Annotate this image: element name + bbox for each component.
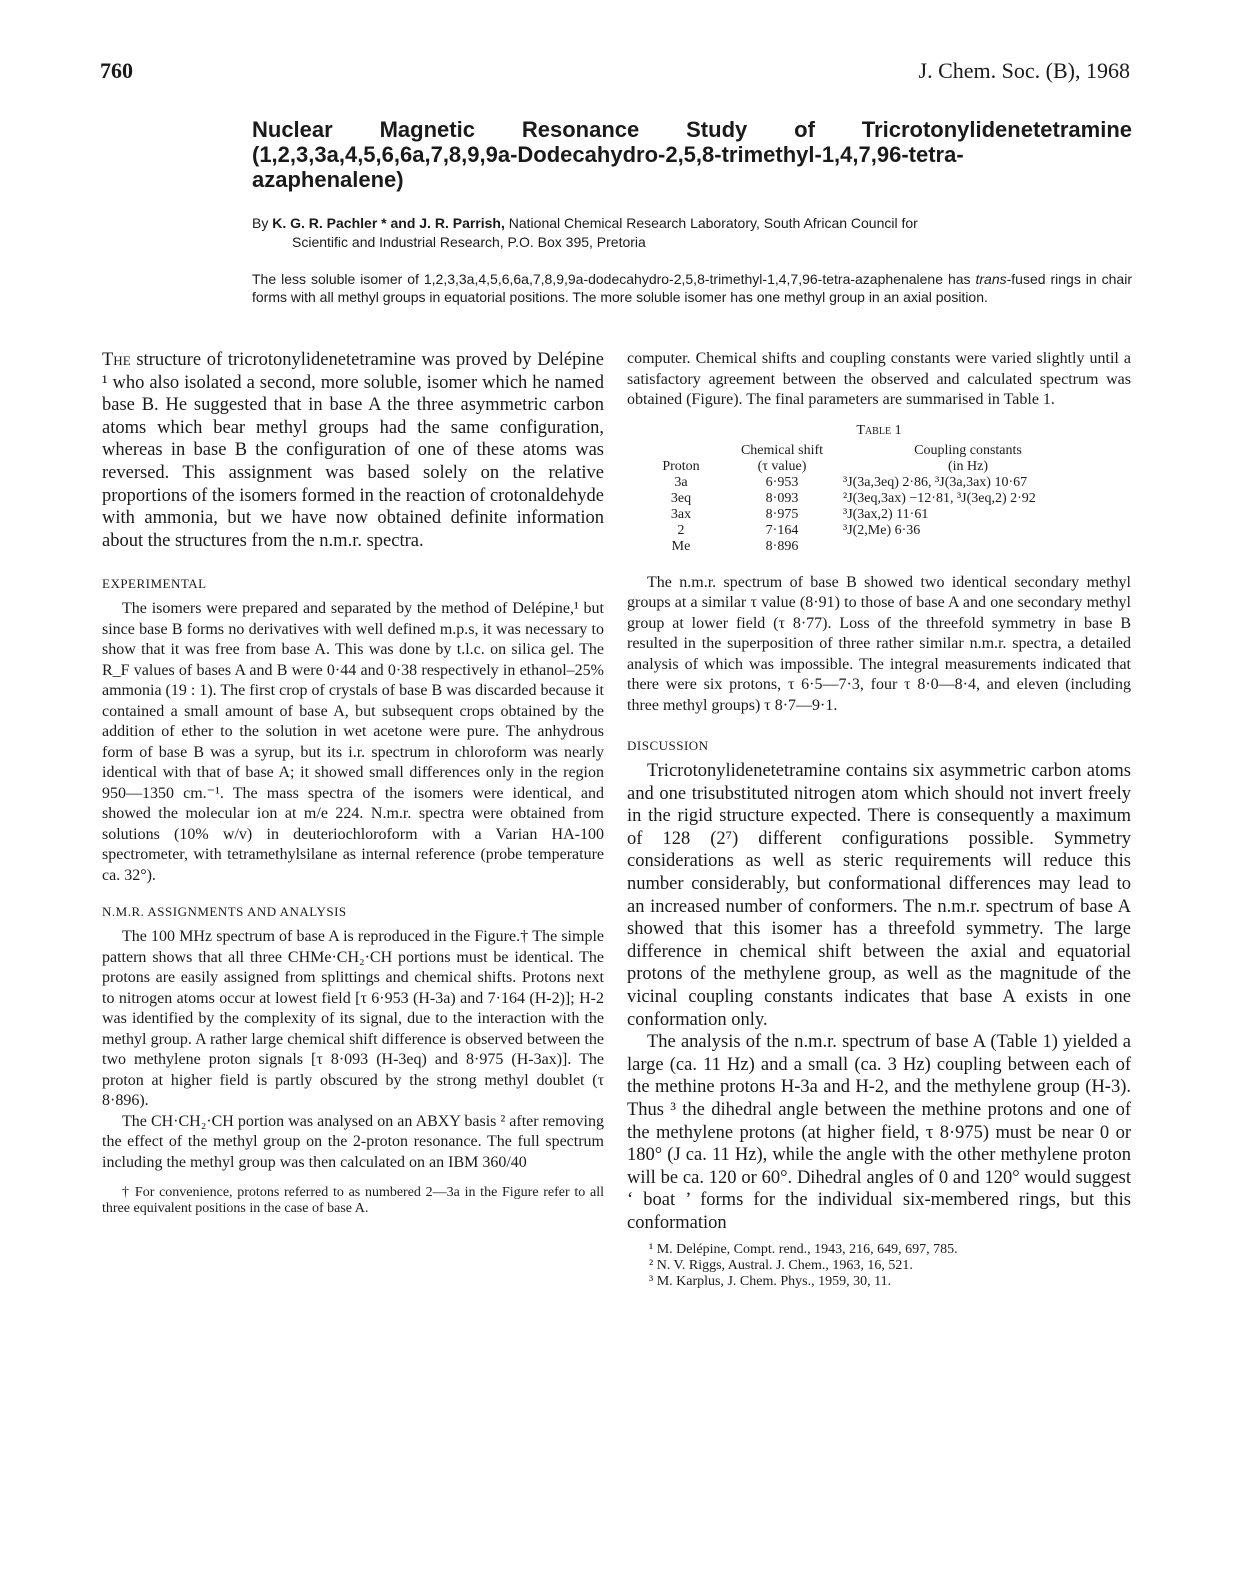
title-line-3: azaphenalene) bbox=[252, 167, 404, 192]
row-coupling: ³J(3ax,2) 11·61 bbox=[843, 506, 929, 522]
abstract-part-2: -fused rings in chair forms with all methyl groups in equatorial positions. The more soluble isomer has one methyl group in an axial position. bbox=[252, 271, 1132, 305]
row-coupling: ²J(3eq,3ax) −12·81, ³J(3eq,2) 2·92 bbox=[843, 490, 1036, 506]
affiliation-line-1: National Chemical Research Laboratory, South African Council for bbox=[508, 215, 918, 231]
journal-reference: J. Chem. Soc. (B), 1968 bbox=[918, 58, 1130, 83]
row-shift: 8·896 bbox=[765, 538, 799, 554]
nmr-paragraph-1: The 100 MHz spectrum of base A is reproduced in the Figure.† The simple pattern shows that all three CHMe·CH₂·CH portions must be identical. The protons are easily assigned from splittings and chemical shifts. Protons next to nitrogen atoms occur at lowest field [τ 6·953 (H-3a) and 7·164 (H-2)]; H-2 was identified by the complexity of its signal, due to the interaction with the methyl group. A rather large chemical shift difference is observed between the two methylene proton signals [τ 8·093 (H-3eq) and 8·975 (H-3ax)]. The proton at higher field is partly obscured by the strong methyl doublet (τ 8·896). bbox=[102, 928, 604, 1110]
intro-smallcaps: The bbox=[102, 350, 131, 370]
header-proton: Proton bbox=[662, 458, 700, 474]
right-column bbox=[627, 349, 1131, 1290]
article-title bbox=[252, 117, 1132, 192]
row-proton: 2 bbox=[677, 522, 685, 538]
discussion-paragraph-1: Tricrotonylidenetetramine contains six asymmetric carbon atoms and one trisubstituted nitrogen atom which should not invert freely in the rigid structure expected. There is consequently a maximum of 128 (2⁷) different configurations possible. Symmetry considerations as well as steric requirements will reduce this number considerably, but conformational differences may lead to an increased number of conformers. The n.m.r. spectrum of base A showed that this isomer has a threefold symmetry. The large difference in chemical shift between the axial and equatorial protons of the methylene group, as well as the magnitude of the vicinal coupling constants indicates that base A exists in one conformation only. bbox=[627, 761, 1131, 1030]
row-shift: 8·975 bbox=[765, 506, 799, 522]
base-b-paragraph: The n.m.r. spectrum of base B showed two identical secondary methyl groups at a similar τ value (8·91) to those of base A and one secondary methyl group at lower field (τ 8·77). Loss of the threefold symmetry in base B resulted in the superposition of three rather similar n.m.r. spectra, a detailed analysis of which was impossible. The integral measurements indicated that there were six protons, τ 6·5—7·3, four τ 8·0—8·4, and eleven (including three methyl groups) τ 8·7—9·1. bbox=[627, 573, 1131, 714]
table-row bbox=[641, 507, 1093, 523]
reference-1: ¹ M. Delépine, Compt. rend., 1943, 216, 649, 697, 785. bbox=[649, 1242, 958, 1258]
title-line-1: Nuclear Magnetic Resonance Study of Tricrotonylidenetetramine bbox=[252, 117, 1132, 142]
row-proton: 3ax bbox=[670, 506, 692, 522]
header-coupling-1: Coupling constants bbox=[914, 442, 1022, 458]
computer-paragraph: computer. Chemical shifts and coupling constants were varied slightly until a satisfactory agreement between the observed and calculated spectrum was obtained (Figure). The final parameters are summarised in Table 1. bbox=[627, 350, 1131, 408]
table-row bbox=[641, 539, 1093, 555]
nmr-paragraph-2: The CH·CH₂·CH portion was analysed on an ABXY basis ² after removing the effect of the methyl group on the 2-proton resonance. The full spectrum including the methyl group was then calculated on an IBM 360/40 bbox=[102, 1112, 604, 1171]
table-caption: Table 1 bbox=[856, 422, 902, 438]
nmr-heading: N.M.R. ASSIGNMENTS AND ANALYSIS bbox=[102, 904, 347, 920]
left-column bbox=[102, 349, 604, 1217]
reference-3: ³ M. Karplus, J. Chem. Phys., 1959, 30, 11. bbox=[649, 1274, 892, 1290]
row-coupling: ³J(3a,3eq) 2·86, ³J(3a,3ax) 10·67 bbox=[843, 474, 1028, 490]
title-line-2: (1,2,3,3a,4,5,6,6a,7,8,9,9a-Dodecahydro-2,5,8-trimethyl-1,4,7,96-tetra- bbox=[252, 142, 964, 167]
experimental-heading: EXPERIMENTAL bbox=[102, 576, 207, 592]
page-number: 760 bbox=[100, 58, 133, 83]
row-proton: 3a bbox=[674, 474, 688, 490]
by-label: By bbox=[252, 215, 269, 231]
reference-2: ² N. V. Riggs, Austral. J. Chem., 1963, 16, 521. bbox=[649, 1258, 913, 1274]
table-row bbox=[641, 523, 1093, 539]
row-shift: 7·164 bbox=[765, 522, 799, 538]
affiliation-line-2: Scientific and Industrial Research, P.O. Box 395, Pretoria bbox=[292, 234, 646, 250]
row-coupling: ³J(2,Me) 6·36 bbox=[843, 522, 921, 538]
table-row bbox=[641, 491, 1093, 507]
row-proton: 3eq bbox=[670, 490, 692, 506]
row-coupling bbox=[843, 539, 1093, 555]
abstract-part-1: The less soluble isomer of 1,2,3,3a,4,5,6,6a,7,8,9,9a-dodecahydro-2,5,8-trimethyl-1,4,7,96-tetra-azaphenalene has bbox=[252, 271, 976, 287]
author-names: K. G. R. Pachler * and J. R. Parrish, bbox=[272, 215, 505, 231]
experimental-paragraph: The isomers were prepared and separated by the method of Delépine,¹ but since base B forms no derivatives with well defined m.p.s, it was necessary to show that it was free from base A. This was done by t.l.c. on silica gel. The R_F values of bases A and B were 0·44 and 0·38 respectively in ethanol–25% ammonia (19 : 1). The first crop of crystals of base B was discarded because it contained a small amount of base A, but subsequent crops obtained by the addition of ether to the solution in wet acetone were pure. The anhydrous form of base B was a syrup, but its i.r. spectrum in chloroform was nearly identical with that of base A; it showed small differences only in the region 950—1350 cm.⁻¹. The mass spectra of the isomers were identical, and showed the molecular ion at m/e 224. N.m.r. spectra were obtained from solutions (10% w/v) in deuteriochloroform with a Varian HA-100 spectrometer, with tetramethylsilane as internal reference (probe temperature ca. 32°). bbox=[102, 600, 604, 884]
discussion-paragraph-2: The analysis of the n.m.r. spectrum of base A (Table 1) yielded a large (ca. 11 Hz) and a small (ca. 3 Hz) coupling between each of the methine protons H-3a and H-2, and the methylene group (H-3). Thus ³ the dihedral angle between the methine protons and one of the methylene protons (at higher field, τ 8·975) must be near 0 or 180° (J ca. 11 Hz), while the angle with the other methylene proton will be ca. 120 or 60°. Dihedral angles of 0 and 120° would suggest ‘ boat ’ forms for the individual six-membered rings, but this conformation bbox=[627, 1032, 1131, 1233]
discussion-heading: DISCUSSION bbox=[627, 738, 709, 753]
table-1 bbox=[641, 443, 1093, 555]
row-proton: Me bbox=[671, 538, 691, 554]
header-shift-1: Chemical shift bbox=[740, 442, 824, 458]
author-block bbox=[252, 214, 1132, 252]
row-shift: 6·953 bbox=[765, 474, 799, 490]
abstract bbox=[252, 270, 1132, 306]
intro-paragraph bbox=[102, 349, 604, 552]
row-shift: 8·093 bbox=[765, 490, 799, 506]
intro-text: structure of tricrotonylidenetetramine was proved by Delépine ¹ who also isolated a second, more soluble, isomer which he named base B. He suggested that in base A the three asymmetric carbon atoms which bear methyl groups had the same configuration, whereas in base B the configuration of one of these atoms was reversed. This assignment was based solely on the relative proportions of the isomers formed in the reaction of crotonaldehyde with ammonia, but we have now obtained definite information about the structures from the n.m.r. spectra. bbox=[102, 350, 604, 551]
header-shift-2: (τ value) bbox=[757, 458, 807, 474]
footnote: † For convenience, protons referred to as numbered 2—3a in the Figure refer to all three equivalent positions in the case of base A. bbox=[102, 1185, 604, 1217]
table-row bbox=[641, 475, 1093, 491]
references bbox=[627, 1242, 1131, 1290]
abstract-italic: trans bbox=[975, 271, 1007, 287]
header-coupling-2: (in Hz) bbox=[947, 458, 989, 474]
